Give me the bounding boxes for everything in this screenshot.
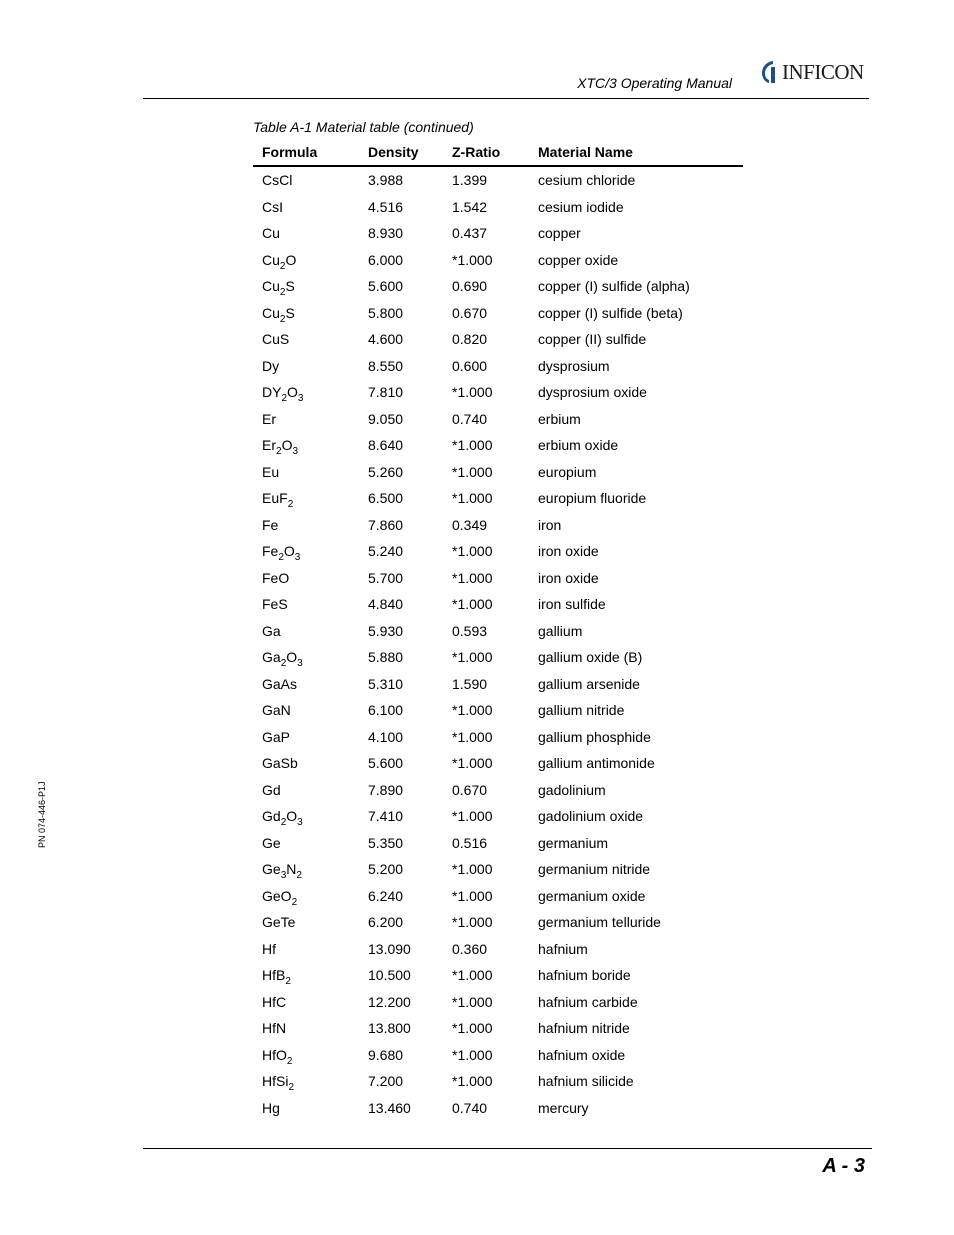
formula-subscript: 3: [292, 446, 299, 458]
cell-material-name: gallium antimonide: [538, 755, 655, 772]
cell-density: 6.200: [368, 914, 404, 931]
cell-z-ratio: *1.000: [452, 702, 493, 719]
table-row: [253, 538, 743, 565]
formula-subscript: 3: [297, 658, 303, 670]
cell-density: 6.000: [368, 251, 404, 268]
formula-subscript: 2: [279, 287, 286, 299]
cell-z-ratio: 0.670: [452, 304, 488, 321]
cell-material-name: cesium iodide: [538, 198, 624, 215]
cell-material-name: hafnium boride: [538, 967, 631, 984]
formula-part: Cu: [262, 251, 280, 268]
cell-density: 9.680: [368, 1046, 404, 1063]
cell-z-ratio: 0.670: [452, 781, 488, 798]
formula-part: FeO: [262, 569, 290, 586]
cell-density: 5.800: [368, 304, 404, 321]
formula-subscript: 2: [286, 1055, 293, 1067]
table-row: [253, 166, 743, 194]
formula-part: O: [287, 384, 298, 401]
formula-part: CsI: [262, 198, 283, 215]
footer-rule: [143, 1148, 872, 1149]
cell-z-ratio: 0.593: [452, 622, 488, 639]
formula-part: Er: [262, 437, 276, 454]
cell-formula: [253, 326, 359, 353]
table-row: [253, 750, 743, 777]
cell-z-ratio: 0.740: [452, 1099, 488, 1116]
cell-z-ratio: *1.000: [452, 861, 493, 878]
cell-formula: [253, 777, 359, 804]
cell-density: 13.460: [368, 1099, 411, 1116]
cell-formula: [253, 379, 359, 406]
table-row: [253, 909, 743, 936]
cell-density: 5.350: [368, 834, 404, 851]
table-row: [253, 379, 743, 406]
cell-material-name: erbium: [538, 410, 581, 427]
cell-material-name: gallium oxide (B): [538, 649, 643, 666]
cell-material-name: gallium arsenide: [538, 675, 640, 692]
cell-material-name: gallium nitride: [538, 702, 625, 719]
formula-part: Dy: [262, 357, 280, 374]
formula-part: Cu: [262, 225, 280, 242]
formula-part: GaN: [262, 702, 291, 719]
formula-subscript: 3: [297, 393, 304, 405]
cell-density: 7.890: [368, 781, 404, 798]
formula-subscript: 3: [297, 817, 303, 829]
cell-z-ratio: *1.000: [452, 649, 493, 666]
cell-density: 5.700: [368, 569, 404, 586]
table-row: [253, 962, 743, 989]
formula-subscript: 2: [291, 896, 298, 908]
table-row: [253, 326, 743, 353]
formula-part: GaAs: [262, 675, 298, 692]
cell-density: 8.640: [368, 437, 404, 454]
table-row: [253, 644, 743, 671]
cell-formula: [253, 671, 359, 698]
formula-part: S: [285, 278, 295, 295]
cell-z-ratio: 1.399: [452, 172, 488, 189]
formula-subscript: 2: [276, 446, 282, 458]
cell-density: 9.050: [368, 410, 404, 427]
formula-part: HfSi: [262, 1073, 289, 1090]
formula-part: HfN: [262, 1020, 287, 1037]
cell-z-ratio: 1.542: [452, 198, 488, 215]
cell-material-name: germanium nitride: [538, 861, 651, 878]
formula-part: Fe: [262, 516, 279, 533]
cell-density: 5.260: [368, 463, 404, 480]
table-row: [253, 273, 743, 300]
formula-part: HfO: [262, 1046, 287, 1063]
formula-subscript: 2: [279, 260, 286, 272]
formula-subscript: 2: [280, 817, 287, 829]
cell-formula: [253, 459, 359, 486]
cell-z-ratio: *1.000: [452, 967, 493, 984]
cell-material-name: hafnium carbide: [538, 993, 638, 1010]
table-row: [253, 591, 743, 618]
cell-material-name: cesium chloride: [538, 172, 636, 189]
cell-formula: [253, 830, 359, 857]
cell-z-ratio: 1.590: [452, 675, 488, 692]
cell-z-ratio: 0.437: [452, 225, 488, 242]
cell-z-ratio: *1.000: [452, 569, 493, 586]
cell-formula: [253, 1068, 359, 1095]
formula-subscript: 2: [285, 976, 291, 988]
cell-formula: [253, 353, 359, 380]
cell-formula: [253, 406, 359, 433]
cell-z-ratio: *1.000: [452, 1046, 493, 1063]
table-row: [253, 247, 743, 274]
cell-formula: [253, 618, 359, 645]
cell-z-ratio: *1.000: [452, 755, 493, 772]
formula-part: S: [285, 304, 295, 321]
table-row: [253, 432, 743, 459]
formula-part: O: [285, 251, 297, 268]
cell-z-ratio: 0.349: [452, 516, 488, 533]
formula-part: Hf: [262, 940, 276, 957]
formula-subscript: 2: [281, 393, 288, 405]
cell-formula: [253, 962, 359, 989]
cell-formula: [253, 989, 359, 1016]
cell-formula: [253, 856, 359, 883]
cell-density: 13.800: [368, 1020, 411, 1037]
cell-density: 4.100: [368, 728, 404, 745]
cell-z-ratio: 0.690: [452, 278, 488, 295]
cell-material-name: iron oxide: [538, 569, 599, 586]
formula-part: FeS: [262, 596, 288, 613]
formula-part: GaP: [262, 728, 291, 745]
manual-title: XTC/3 Operating Manual: [577, 75, 732, 91]
formula-part: Ge: [262, 861, 281, 878]
cell-material-name: gadolinium oxide: [538, 808, 644, 825]
table-row: [253, 194, 743, 221]
formula-subscript: 2: [296, 870, 302, 882]
cell-formula: [253, 1042, 359, 1069]
table-header-row: [253, 139, 743, 166]
cell-density: 10.500: [368, 967, 411, 984]
cell-material-name: europium fluoride: [538, 490, 647, 507]
cell-formula: [253, 194, 359, 221]
formula-part: GeO: [262, 887, 292, 904]
formula-subscript: 3: [294, 552, 301, 564]
table-row: [253, 459, 743, 486]
table-row: [253, 406, 743, 433]
formula-part: Ga: [262, 649, 281, 666]
cell-z-ratio: *1.000: [452, 914, 493, 931]
cell-formula: [253, 644, 359, 671]
table-row: [253, 353, 743, 380]
cell-material-name: iron sulfide: [538, 596, 606, 613]
inficon-logo-icon: [760, 59, 780, 85]
cell-z-ratio: 0.740: [452, 410, 488, 427]
cell-material-name: copper (I) sulfide (beta): [538, 304, 683, 321]
formula-part: DY: [262, 384, 282, 401]
table-caption: Table A-1 Material table (continued): [253, 119, 474, 135]
table-row: [253, 697, 743, 724]
cell-density: 7.410: [368, 808, 404, 825]
cell-material-name: copper: [538, 225, 581, 242]
table-row: [253, 803, 743, 830]
cell-formula: [253, 166, 359, 194]
formula-part: Fe: [262, 543, 279, 560]
formula-part: Gd: [262, 781, 281, 798]
cell-z-ratio: 0.600: [452, 357, 488, 374]
cell-z-ratio: 0.360: [452, 940, 488, 957]
cell-z-ratio: *1.000: [452, 543, 493, 560]
formula-subscript: 3: [280, 870, 287, 882]
page-number: A - 3: [822, 1155, 865, 1177]
table-row: [253, 618, 743, 645]
cell-material-name: hafnium nitride: [538, 1020, 630, 1037]
cell-formula: [253, 1015, 359, 1042]
cell-formula: [253, 432, 359, 459]
column-header-formula: Formula: [253, 139, 359, 166]
cell-density: 6.500: [368, 490, 404, 507]
cell-material-name: dysprosium oxide: [538, 384, 647, 401]
formula-part: Hg: [262, 1099, 280, 1116]
cell-material-name: germanium oxide: [538, 887, 646, 904]
cell-material-name: germanium telluride: [538, 914, 661, 931]
formula-part: N: [286, 861, 297, 878]
table-row: [253, 671, 743, 698]
table-row: [253, 485, 743, 512]
header-rule: [143, 98, 869, 99]
formula-subscript: 2: [288, 1082, 295, 1094]
cell-material-name: germanium: [538, 834, 609, 851]
cell-material-name: erbium oxide: [538, 437, 619, 454]
table-row: [253, 512, 743, 539]
cell-formula: [253, 697, 359, 724]
table-row: [253, 1095, 743, 1122]
cell-density: 5.880: [368, 649, 404, 666]
formula-subscript: 2: [279, 313, 286, 325]
cell-formula: [253, 300, 359, 327]
cell-density: 4.840: [368, 596, 404, 613]
logo-text: INFICON: [782, 59, 864, 84]
cell-density: 7.200: [368, 1073, 404, 1090]
formula-subscript: 2: [278, 552, 284, 564]
cell-z-ratio: *1.000: [452, 1073, 493, 1090]
cell-z-ratio: 0.516: [452, 834, 488, 851]
cell-formula: [253, 220, 359, 247]
formula-part: Ga: [262, 622, 281, 639]
cell-density: 13.090: [368, 940, 411, 957]
cell-material-name: europium: [538, 463, 597, 480]
cell-material-name: dysprosium: [538, 357, 610, 374]
column-header-material-name: Material Name: [529, 139, 743, 166]
cell-z-ratio: *1.000: [452, 1020, 493, 1037]
cell-formula: [253, 485, 359, 512]
formula-part: GeTe: [262, 914, 296, 931]
table-row: [253, 777, 743, 804]
cell-material-name: hafnium oxide: [538, 1046, 626, 1063]
table-row: [253, 220, 743, 247]
column-header-density: Density: [359, 139, 443, 166]
cell-density: 5.930: [368, 622, 404, 639]
cell-material-name: hafnium: [538, 940, 588, 957]
formula-part: EuF: [262, 490, 288, 507]
table-row: [253, 300, 743, 327]
cell-formula: [253, 565, 359, 592]
cell-z-ratio: *1.000: [452, 993, 493, 1010]
formula-subscript: 2: [280, 658, 287, 670]
table-row: [253, 1042, 743, 1069]
table-row: [253, 856, 743, 883]
cell-material-name: copper (I) sulfide (alpha): [538, 278, 690, 295]
cell-material-name: copper (II) sulfide: [538, 331, 647, 348]
cell-material-name: iron oxide: [538, 543, 599, 560]
cell-density: 8.550: [368, 357, 404, 374]
table-row: [253, 830, 743, 857]
formula-part: O: [281, 437, 293, 454]
formula-part: Cu: [262, 278, 280, 295]
cell-density: 5.600: [368, 278, 404, 295]
table-row: [253, 724, 743, 751]
cell-z-ratio: *1.000: [452, 887, 493, 904]
formula-part: Eu: [262, 463, 280, 480]
table-row: [253, 989, 743, 1016]
part-number: PN 074-446-P1J: [37, 781, 47, 848]
cell-density: 7.860: [368, 516, 404, 533]
cell-density: 7.810: [368, 384, 404, 401]
table-row: [253, 883, 743, 910]
cell-z-ratio: *1.000: [452, 596, 493, 613]
cell-formula: [253, 512, 359, 539]
inficon-logo: [760, 58, 864, 86]
formula-part: Cu: [262, 304, 280, 321]
cell-z-ratio: *1.000: [452, 728, 493, 745]
formula-part: CuS: [262, 331, 290, 348]
cell-material-name: iron: [538, 516, 562, 533]
cell-formula: [253, 247, 359, 274]
formula-part: Er: [262, 410, 276, 427]
cell-material-name: gallium: [538, 622, 583, 639]
cell-z-ratio: *1.000: [452, 437, 493, 454]
cell-formula: [253, 750, 359, 777]
formula-part: CsCl: [262, 172, 293, 189]
cell-formula: [253, 538, 359, 565]
cell-material-name: hafnium silicide: [538, 1073, 634, 1090]
cell-formula: [253, 591, 359, 618]
formula-part: Gd: [262, 808, 281, 825]
cell-density: 5.240: [368, 543, 404, 560]
table-row: [253, 565, 743, 592]
table-body: [253, 166, 743, 1121]
cell-material-name: gallium phosphide: [538, 728, 651, 745]
cell-material-name: mercury: [538, 1099, 589, 1116]
cell-z-ratio: *1.000: [452, 251, 493, 268]
cell-density: 4.600: [368, 331, 404, 348]
cell-z-ratio: *1.000: [452, 490, 493, 507]
cell-formula: [253, 909, 359, 936]
cell-density: 5.600: [368, 755, 404, 772]
cell-z-ratio: *1.000: [452, 463, 493, 480]
cell-formula: [253, 724, 359, 751]
cell-z-ratio: *1.000: [452, 808, 493, 825]
cell-density: 5.200: [368, 861, 404, 878]
table-row: [253, 936, 743, 963]
cell-formula: [253, 936, 359, 963]
formula-part: O: [286, 649, 298, 666]
material-table: [253, 139, 743, 1121]
formula-part: Ge: [262, 834, 281, 851]
cell-formula: [253, 1095, 359, 1122]
table-row: [253, 1068, 743, 1095]
cell-material-name: gadolinium: [538, 781, 606, 798]
formula-part: HfB: [262, 967, 286, 984]
table-row: [253, 1015, 743, 1042]
cell-density: 6.240: [368, 887, 404, 904]
cell-density: 6.100: [368, 702, 404, 719]
formula-part: GaSb: [262, 755, 298, 772]
cell-material-name: copper oxide: [538, 251, 619, 268]
cell-z-ratio: *1.000: [452, 384, 493, 401]
cell-density: 5.310: [368, 675, 404, 692]
formula-part: O: [286, 808, 298, 825]
cell-formula: [253, 883, 359, 910]
cell-density: 4.516: [368, 198, 404, 215]
cell-formula: [253, 273, 359, 300]
cell-density: 8.930: [368, 225, 404, 242]
cell-density: 12.200: [368, 993, 411, 1010]
formula-part: HfC: [262, 993, 287, 1010]
column-header-z-ratio: Z-Ratio: [443, 139, 529, 166]
cell-density: 3.988: [368, 172, 404, 189]
formula-subscript: 2: [287, 499, 294, 511]
cell-z-ratio: 0.820: [452, 331, 488, 348]
formula-part: O: [283, 543, 295, 560]
cell-formula: [253, 803, 359, 830]
